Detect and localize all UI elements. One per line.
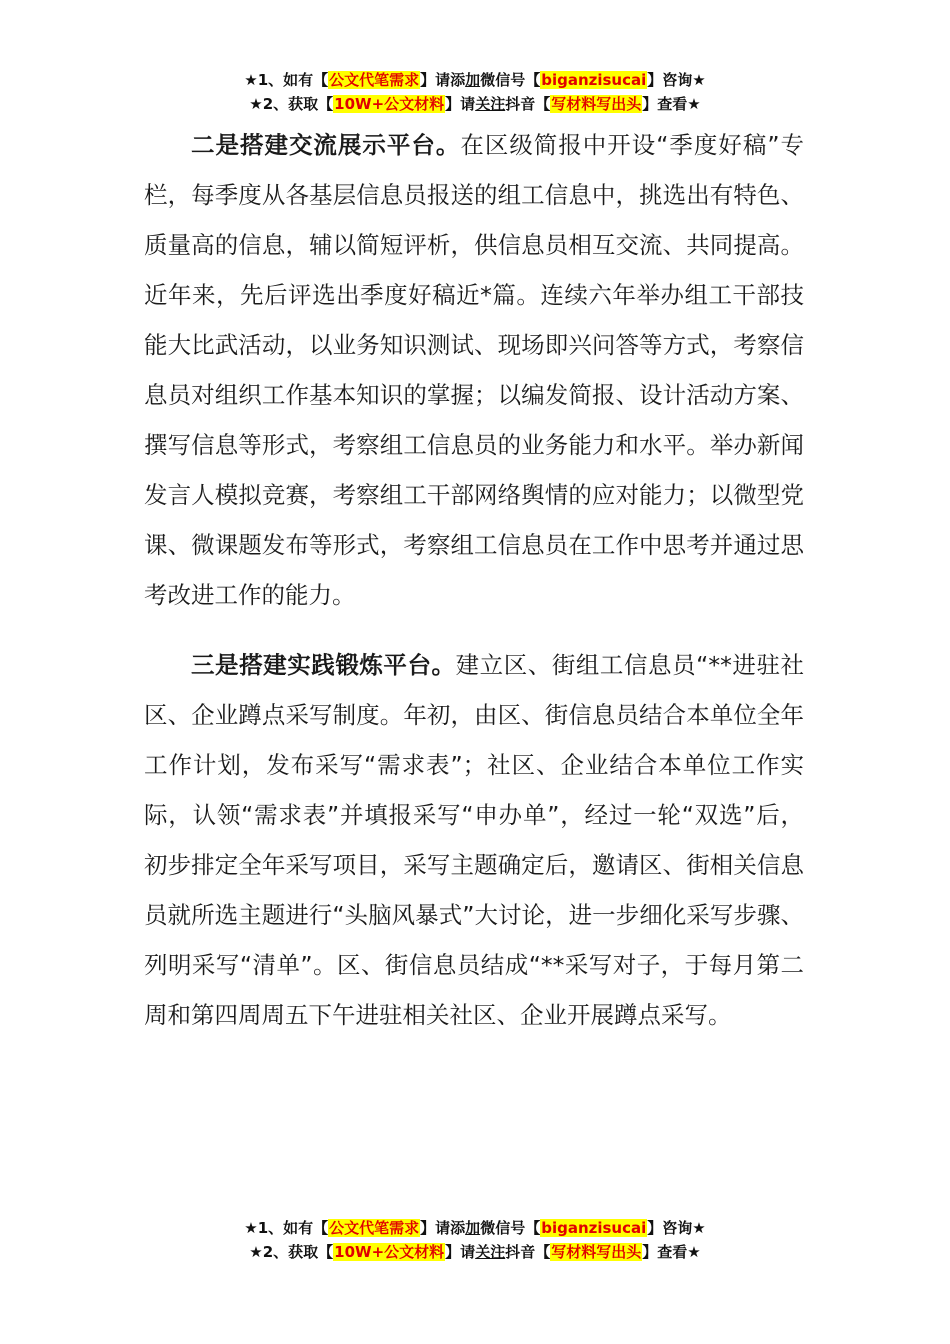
paragraph-lead: 二是搭建交流展示平台。 bbox=[191, 131, 461, 159]
highlight-materials: 10W+公文材料 bbox=[334, 95, 445, 113]
star-icon: ★ bbox=[249, 95, 263, 113]
banner-text: 】咨询 bbox=[647, 71, 693, 89]
star-icon: ★ bbox=[249, 1243, 263, 1261]
banner-line-1 bbox=[0, 68, 950, 92]
highlight-wechat-id: biganzisucai bbox=[541, 1219, 647, 1237]
banner-underline-text: 加 bbox=[465, 71, 481, 89]
banner-underline-text: 关注 bbox=[475, 1243, 506, 1261]
footer-banner bbox=[0, 1216, 950, 1264]
banner-text: 】请添 bbox=[420, 71, 466, 89]
banner-text: 】请 bbox=[445, 95, 476, 113]
banner-underline-text: 加 bbox=[465, 1219, 481, 1237]
banner-text: 微信号【 bbox=[480, 1219, 541, 1237]
banner-text: 1、如有【 bbox=[257, 71, 329, 89]
document-body bbox=[144, 120, 804, 1040]
banner-text: 】咨询 bbox=[647, 1219, 693, 1237]
highlight-douyin-account: 写材料写出头 bbox=[551, 95, 642, 113]
banner-text: 2、获取【 bbox=[262, 95, 334, 113]
paragraph-practice-platform bbox=[144, 640, 804, 1040]
highlight-materials: 10W+公文材料 bbox=[334, 1243, 445, 1261]
highlight-service: 公文代笔需求 bbox=[329, 71, 420, 89]
banner-text: 】查看 bbox=[642, 1243, 688, 1261]
star-icon: ★ bbox=[687, 1243, 701, 1261]
banner-text: 】请添 bbox=[420, 1219, 466, 1237]
star-icon: ★ bbox=[687, 95, 701, 113]
banner-line-1 bbox=[0, 1216, 950, 1240]
header-banner bbox=[0, 68, 950, 116]
banner-text: 1、如有【 bbox=[257, 1219, 329, 1237]
banner-text: 抖音【 bbox=[505, 1243, 551, 1261]
star-icon: ★ bbox=[692, 1219, 706, 1237]
banner-text: 2、获取【 bbox=[262, 1243, 334, 1261]
highlight-service: 公文代笔需求 bbox=[329, 1219, 420, 1237]
banner-line-2 bbox=[0, 92, 950, 116]
star-icon: ★ bbox=[244, 71, 258, 89]
paragraph-exchange-platform bbox=[144, 120, 804, 620]
banner-text: 抖音【 bbox=[505, 95, 551, 113]
paragraph-lead: 三是搭建实践锻炼平台。 bbox=[191, 651, 456, 679]
banner-underline-text: 关注 bbox=[475, 95, 506, 113]
star-icon: ★ bbox=[692, 71, 706, 89]
banner-line-2 bbox=[0, 1240, 950, 1264]
paragraph-text: 建立区、街组工信息员“**进驻社区、企业蹲点采写制度。年初，由区、街信息员结合本单位全年工作计划，发布采写“需求表”；社区、企业结合本单位工作实际，认领“需求表”并填报采写“申办单”，经过一轮“双选”后，初步排定全年采写项目，采写主题确定后，邀请区、街相关信息员就所选主题进行“头脑风暴式”大讨论，进一步细化采写步骤、列明采写“清单”。区、街信息员结成“**采写对子，于每月第二周和第四周周五下午进驻相关社区、企业开展蹲点采写。 bbox=[144, 651, 804, 1029]
paragraph-text: 在区级简报中开设“季度好稿”专栏，每季度从各基层信息员报送的组工信息中，挑选出有特色、质量高的信息，辅以简短评析，供信息员相互交流、共同提高。近年来，先后评选出季度好稿近*篇。连续六年举办组工干部技能大比武活动，以业务知识测试、现场即兴问答等方式，考察信息员对组织工作基本知识的掌握；以编发简报、设计活动方案、撰写信息等形式，考察组工信息员的业务能力和水平。举办新闻发言人模拟竞赛，考察组工干部网络舆情的应对能力；以微型党课、微课题发布等形式，考察组工信息员在工作中思考并通过思考改进工作的能力。 bbox=[144, 131, 804, 609]
banner-text: 】查看 bbox=[642, 95, 688, 113]
star-icon: ★ bbox=[244, 1219, 258, 1237]
banner-text: 】请 bbox=[445, 1243, 476, 1261]
highlight-douyin-account: 写材料写出头 bbox=[551, 1243, 642, 1261]
banner-text: 微信号【 bbox=[480, 71, 541, 89]
highlight-wechat-id: biganzisucai bbox=[541, 71, 647, 89]
